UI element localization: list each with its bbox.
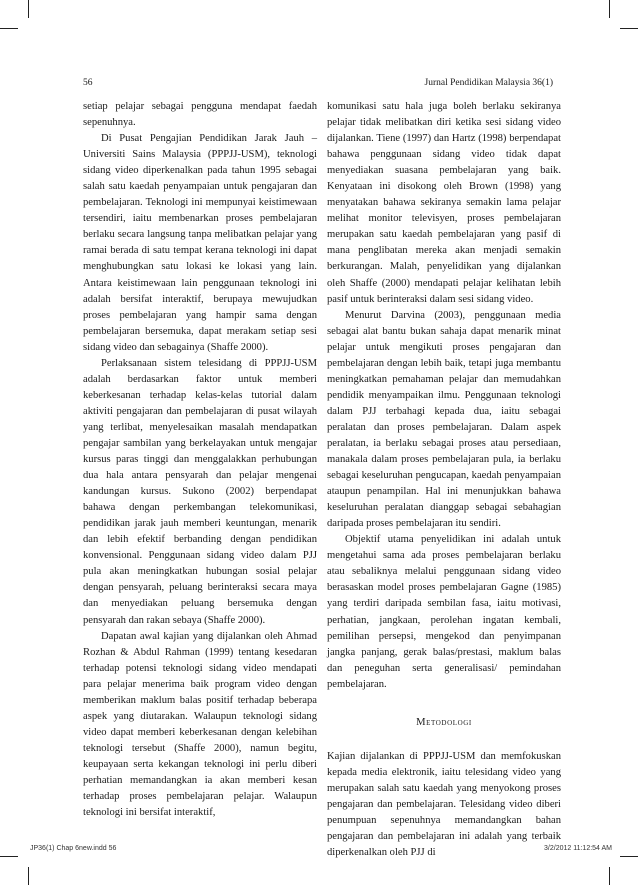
crop-mark [620, 28, 638, 29]
footer-file: JP36(1) Chap 6new.indd 56 [30, 845, 117, 852]
paragraph: Dapatan awal kajian yang dijalankan oleh Ahmad Rozhan & Abdul Rahman (1999) tentang kesedaran terhadap potensi teknologi sidang video mendapati para pelajar menerima baik program video dengan memberikan maklum balas positif terhadap beberapa aspek yang diutarakan. Walaupun teknologi sidang video dapat memberi keberkesanan dengan kelebihan teknologi tersebut (Shaffe 2000), namun begitu, keupayaan serta kekangan teknologi ini perlu diberi perhatian memandangkan ia akan memberi kesan terhadap proses pembelajaran pelajar. Walaupun teknologi ini bersifat interaktif, [83, 630, 317, 819]
crop-mark [0, 28, 18, 29]
paragraph: komunikasi satu hala juga boleh berlaku sekiranya pelajar tidak melibatkan diri ketika sesi sidang video dijalankan. Tiene (1997) dan Hartz (1998) berpendapat bahawa penggunaan sidang video tidak dapat menyediakan suasana pembelajaran yang baik. Kenyataan ini disokong oleh Brown (1998) yang menyatakan bahawa sekiranya semakin lama pelajar melihat monitor televisyen, proses pembelajaran merupakan satu kaedah pembelajaran yang pasif di mana penglibatan mereka akan menjadi semakin berkurangan. Malah, penyelidikan yang dijalankan oleh Shaffe (2000) mendapati pelajar kelihatan lebih pasif untuk berinteraksi dalam sesi sidang video. [327, 101, 561, 305]
crop-mark [28, 0, 29, 18]
crop-mark [609, 867, 610, 885]
right-column [327, 99, 561, 861]
footer-timestamp: 3/2/2012 11:12:54 AM [544, 845, 612, 852]
paragraph: Di Pusat Pengajian Pendidikan Jarak Jauh – Universiti Sains Malaysia (PPPJJ-USM), teknologi sidang video diperkenalkan pada tahun 1995 sebagai salah satu kaedah penyampaian untuk pengajaran dan pembelajaran. Teknologi ini mempunyai keistimewaan tersendiri, iaitu membenarkan proses pembelajaran berlaku secara langsung tanpa melibatkan pelajar yang ramai berada di satu tempat kerana teknologi ini dapat menghubungkan satu lokasi ke lokasi yang lain. Antara keistimewaan lain penggunaan teknologi ini adalah bersifat interaktif, berupaya mewujudkan proses pembelajaran yang hampir sama dengan pembelajaran bersemuka, dapat merakam setiap sesi sidang video dan sebagainya (Shaffe 2000). [83, 133, 317, 353]
paragraph: setiap pelajar sebagai pengguna mendapat faedah sepenuhnya. [83, 101, 317, 129]
paragraph: Kajian dijalankan di PPPJJ-USM dan memfokuskan kepada media elektronik, iaitu telesidang video yang merupakan salah satu kaedah yang menyokong proses pengajaran dan pembelajaran. Telesidang video diberi penumpuan sepenuhnya memandangkan bahan pengajaran dan pembelajaran ini adalah yang terbaik diperkenalkan oleh PJJ di [327, 750, 561, 859]
crop-mark [609, 0, 610, 18]
paragraph: Menurut Darvina (2003), penggunaan media sebagai alat bantu bukan sahaja dapat menarik minat pelajar untuk mengikuti proses pengajaran dan pembelajaran dengan lebih baik, tetapi juga membantu meningkatkan pemahaman pelajar dan memudahkan pendidik menyampaikan ilmu. Penggunaan teknologi dalam PJJ terbahagi kepada dua, iaitu sebagai peralatan dan proses pembelajaran. Dalam aspek peralatan, ia berlaku sebagai proses atau persediaan, manakala dalam proses pembelajaran pula, ia berlaku sebagai keseluruhan pengucapan, kaedah penyampaian ataupun penampilan. Hal ini menunjukkan bahawa keseluruhan peralatan dianggap sebagai sebahagian daripada proses pembelajaran itu sendiri. [327, 309, 561, 530]
page-number: 56 [83, 78, 93, 88]
left-column [83, 99, 317, 821]
paragraph: Objektif utama penyelidikan ini adalah untuk mengetahui sama ada proses pembelajaran berlaku atau sebaliknya melalui penggunaan sidang video berasaskan model proses pembelajaran Gagne (1985) yang terdiri daripada sembilan fasa, iaitu motivasi, perhatian, jangkaan, perolehan ingatan kembali, pemilihan persepsi, mengekod dan penyimpanan jangka panjang, gerak balas/prestasi, maklum balas dan peneguhan serta generalisasi/ pemindahan pembelajaran. [327, 534, 561, 690]
paragraph: Perlaksanaan sistem telesidang di PPPJJ-USM adalah berdasarkan faktor untuk memberi keberkesanan terhadap kelas-kelas tutorial dalam aktiviti pengajaran dan pembelajaran di pusat wilayah yang terlibat, menyelesaikan masalah mendapatkan pengajar sambilan yang berkelayakan untuk mengajar kursus paras tinggi dan menggalakkan perhubungan dua hala antara pensyarah dan pelajar mengenai kandungan kursus. Sukono (2002) berpendapat bahawa dengan perkembangan telekomunikasi, pendidikan jarak jauh memberi keuntungan, menarik dan lebih efektif berbanding dengan pendidikan konvensional. Penggunaan sidang video dalam PJJ pula akan meningkatkan hubungan sosial pelajar dengan pensyarah, peluang berinteraksi secara maya dan menyediakan peluang bersemuka dengan pensyarah dan rakan sebaya (Shaffe 2000). [83, 357, 317, 626]
journal-title: Jurnal Pendidikan Malaysia 36(1) [424, 78, 553, 88]
section-heading: Metodologi [416, 716, 472, 728]
crop-mark [28, 867, 29, 885]
crop-mark [0, 856, 18, 857]
crop-mark [620, 856, 638, 857]
